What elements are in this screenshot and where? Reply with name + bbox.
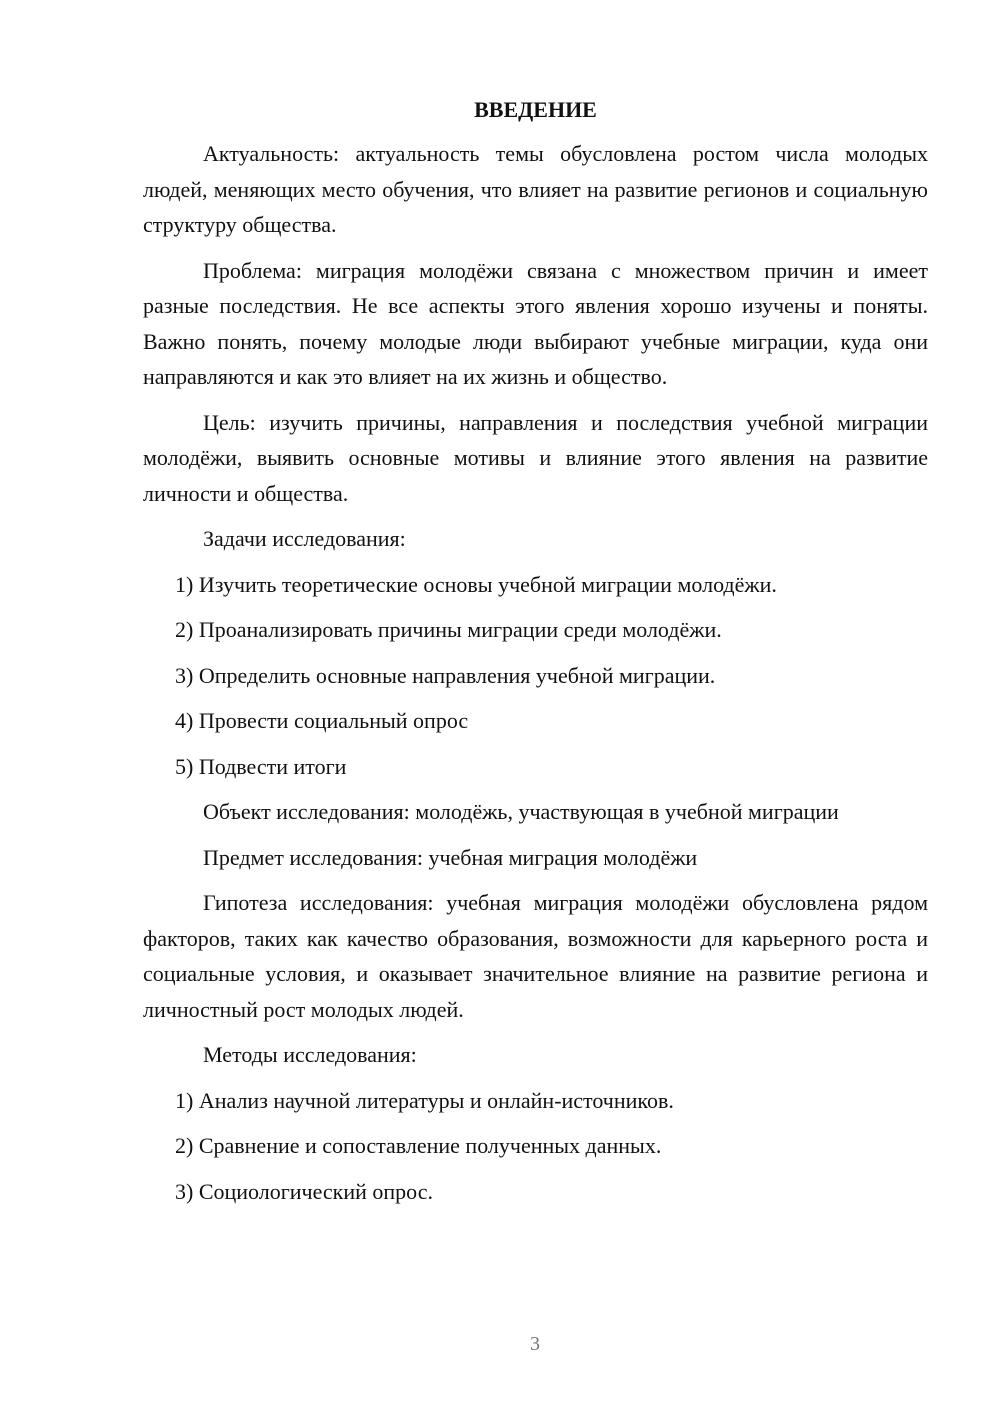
task-item: 2) Проанализировать причины миграции среди молодёжи.	[175, 617, 722, 642]
task-item: 4) Провести социальный опрос	[175, 708, 469, 733]
research-subject: Предмет исследования: учебная миграция молодёжи	[203, 844, 698, 870]
section-heading: ВВЕДЕНИЕ	[474, 97, 597, 122]
hypothesis-paragraph: Гипотеза исследования: учебная миграция молодёжи обусловлена рядом факторов, таких как качество образования, возможности для карьерного роста и социальные условия, и оказывает значительное влияние на развитие региона и личностный рост молодых людей.	[143, 890, 928, 1022]
task-item: 3) Определить основные направления учебной миграции.	[175, 662, 716, 688]
tasks-title: Задачи исследования:	[203, 526, 406, 551]
goal-paragraph: Цель: изучить причины, направления и последствия учебной миграции молодёжи, выявить основные мотивы и влияние этого явления на развитие личности и общества.	[143, 409, 928, 506]
problem-paragraph: Проблема: миграция молодёжи связана с множеством причин и имеет разные последствия. Не все аспекты этого явления хорошо изучены и поняты. Важно понять, почему молодые люди выбирают учебные миграции, куда они направляются и как это влияет на их жизнь и общество.	[143, 257, 928, 389]
method-item: 2) Сравнение и сопоставление полученных данных.	[175, 1133, 662, 1158]
page-content	[143, 92, 928, 1219]
task-item: 1) Изучить теоретические основы учебной миграции молодёжи.	[175, 571, 777, 597]
task-item: 5) Подвести итоги	[175, 753, 347, 779]
method-item: 3) Социологический опрос.	[175, 1178, 433, 1204]
relevance-paragraph: Актуальность: актуальность темы обусловлена ростом числа молодых людей, меняющих место обучения, что влияет на развитие регионов и социальную структуру общества.	[143, 141, 928, 237]
research-object: Объект исследования: молодёжь, участвующая в учебной миграции	[203, 799, 839, 824]
page-number: 3	[530, 1333, 540, 1355]
methods-title: Методы исследования:	[203, 1042, 417, 1067]
method-item: 1) Анализ научной литературы и онлайн-источников.	[175, 1087, 674, 1113]
